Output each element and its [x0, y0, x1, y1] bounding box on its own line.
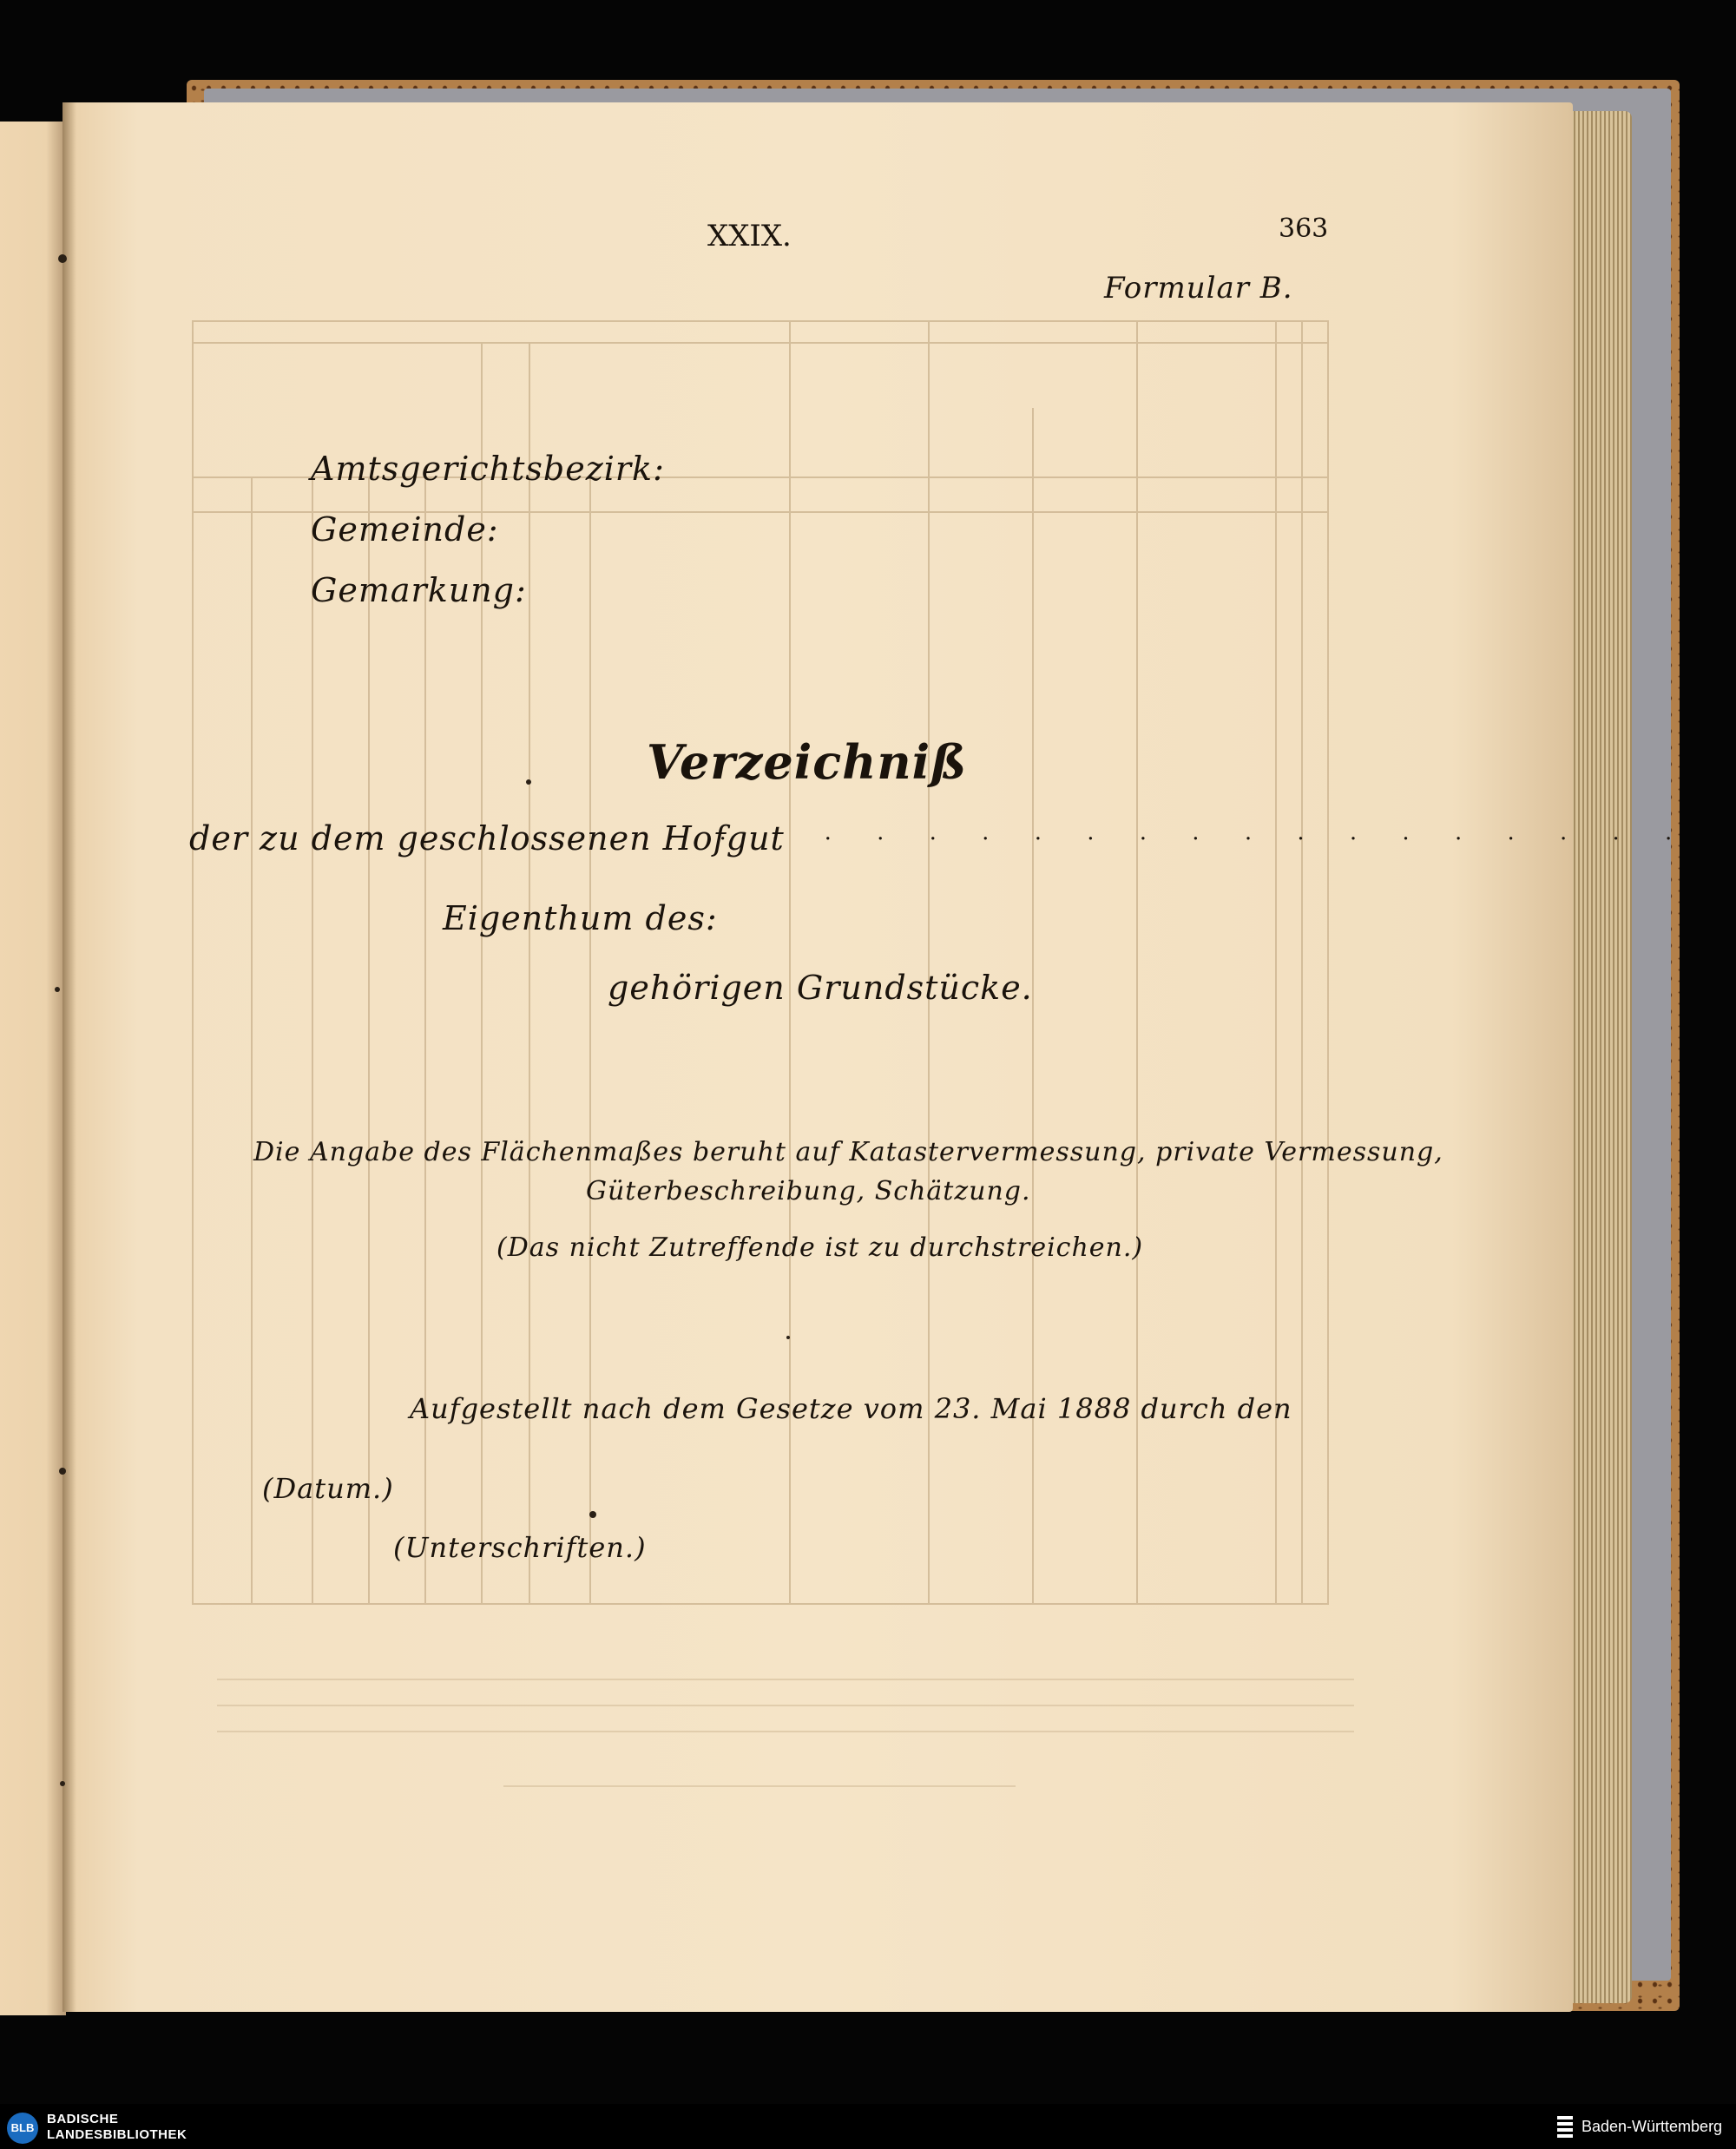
left-page-edge	[0, 122, 66, 2015]
section-number: XXIX.	[707, 219, 792, 253]
state-name[interactable]: Baden-Württemberg	[1581, 2118, 1723, 2135]
amtsgerichtsbezirk-label: Amtsgerichtsbezirk:	[311, 450, 665, 488]
page-edges	[1562, 111, 1632, 2003]
book-page	[62, 102, 1573, 2012]
flaechenmass-note-cont: Güterbeschreibung, Schätzung.	[586, 1176, 1031, 1206]
document-title: Verzeichniß	[647, 734, 968, 790]
flaechenmass-note: Die Angabe des Flächenmaßes beruht auf Katastervermessung, private Vermessung,	[253, 1137, 1443, 1167]
datum-label: (Datum.)	[262, 1472, 394, 1505]
attribution-bar	[0, 2104, 1736, 2149]
spine-shadow	[62, 102, 76, 2012]
fill-dots: . . . . . . . . . . . . . . . . . . . .	[667, 819, 1692, 845]
unterschriften-label: (Unterschriften.)	[393, 1531, 647, 1564]
page-number: 363	[1279, 214, 1329, 244]
library-name-line1: BADISCHE	[47, 2112, 119, 2126]
library-name	[47, 2112, 187, 2143]
library-name-line2: LANDESBIBLIOTHEK	[47, 2127, 187, 2142]
hofgut-line: der zu dem geschlossenen Hofgut	[189, 819, 785, 858]
gemarkung-label: Gemarkung:	[311, 571, 527, 609]
strike-note: (Das nicht Zutreffende ist zu durchstreichen.)	[496, 1232, 1144, 1263]
eigenthum-line: Eigenthum des:	[443, 899, 718, 937]
blb-logo[interactable]: BLB	[7, 2113, 38, 2144]
aufgestellt-line: Aufgestellt nach dem Gesetze vom 23. Mai 1888 durch den	[410, 1392, 1292, 1425]
form-label: Formular B.	[1104, 271, 1293, 306]
grundstuecke-line: gehörigen Grundstücke.	[608, 969, 1033, 1007]
gemeinde-label: Gemeinde:	[311, 510, 499, 549]
baden-wuerttemberg-crest-icon	[1555, 2114, 1575, 2140]
